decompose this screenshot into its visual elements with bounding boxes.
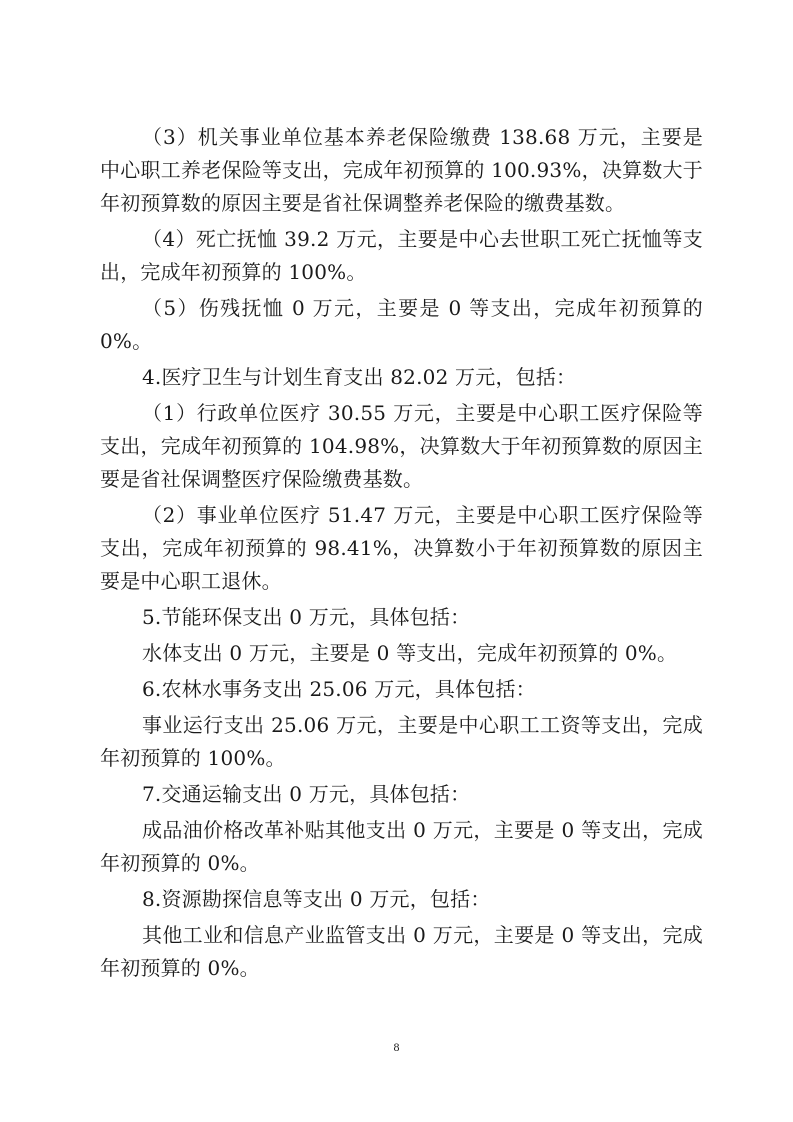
paragraph-pension-contribution: （3）机关事业单位基本养老保险缴费 138.68 万元，主要是中心职工养老保险等支出，完成年初预算的 100.93%，决算数大于年初预算数的原因主要是省社保调整养老保险的缴费基数。 [100,125,703,215]
section-heading-resources: 8.资源勘探信息等支出 0 万元，包括： [142,887,491,911]
paragraph-disability-pension: （5）伤残抚恤 0 万元，主要是 0 等支出，完成年初预算的 0%。 [100,296,703,353]
paragraph-industry-regulation: 其他工业和信息产业监管支出 0 万元，主要是 0 等支出，完成年初预算的 0%。 [100,923,703,980]
paragraph-water-body: 水体支出 0 万元，主要是 0 等支出，完成年初预算的 0%。 [142,641,678,665]
paragraph-death-pension: （4）死亡抚恤 39.2 万元，主要是中心去世职工死亡抚恤等支出，完成年初预算的 100%。 [100,227,703,284]
page-number: 8 [393,1040,400,1054]
body-text [100,121,703,988]
section-heading-agriculture: 6.农林水事务支出 25.06 万元，具体包括： [142,677,536,701]
paragraph-admin-medical: （1）行政单位医疗 30.55 万元，主要是中心职工医疗保险等支出，完成年初预算的 104.98%，决算数大于年初预算数的原因主要是省社保调整医疗保险缴费基数。 [100,401,703,491]
section-heading-energy: 5.节能环保支出 0 万元，具体包括： [142,605,471,629]
paragraph-operations: 事业运行支出 25.06 万元，主要是中心职工工资等支出，完成年初预算的 100%。 [100,713,703,770]
paragraph-fuel-subsidy: 成品油价格改革补贴其他支出 0 万元，主要是 0 等支出，完成年初预算的 0%。 [100,818,703,875]
paragraph-institution-medical: （2）事业单位医疗 51.47 万元，主要是中心职工医疗保险等支出，完成年初预算的 98.41%，决算数小于年初预算数的原因主要是中心职工退休。 [100,503,703,593]
section-heading-transport: 7.交通运输支出 0 万元，具体包括： [142,782,471,806]
section-heading-health: 4.医疗卫生与计划生育支出 82.02 万元，包括： [142,365,577,389]
